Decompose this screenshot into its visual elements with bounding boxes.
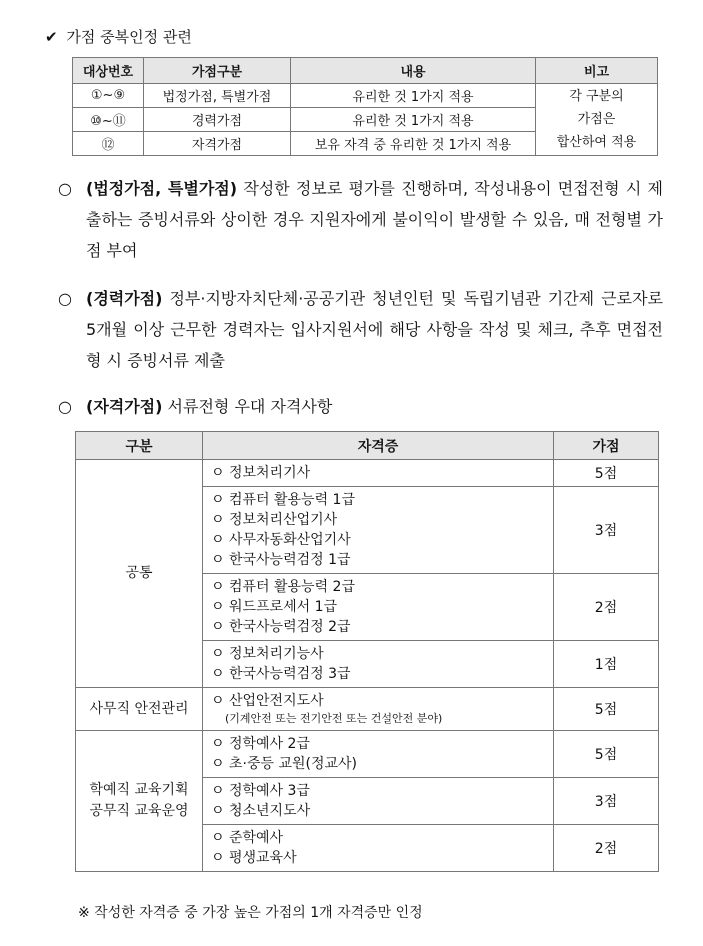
section-heading (45, 26, 192, 47)
t2-header-points: 가점 (554, 432, 659, 460)
t2-items-cell (203, 688, 554, 731)
list-item: ㅇ 정학예사 2급 (211, 736, 310, 752)
t1-cell-remark (536, 84, 658, 156)
t2-points-cell: 1점 (554, 641, 659, 688)
list-item: ㅇ 정학예사 3급 (211, 783, 310, 799)
t1-remark-line: 합산하여 적용 (556, 135, 637, 150)
table-row (76, 731, 659, 778)
t2-points-cell: 5점 (554, 731, 659, 778)
t2-points-cell: 2점 (554, 825, 659, 872)
list-item: ㅇ 정보처리산업기사 (211, 512, 338, 528)
list-item: ㅇ 한국사능력검정 1급 (211, 552, 351, 568)
t2-category-cell: 사무직 안전관리 (76, 688, 203, 731)
certificate-points-table (75, 431, 659, 872)
t1-cell-no: ⑫ (73, 132, 144, 156)
section-heading-text: 가점 중복인정 관련 (66, 28, 192, 46)
paragraph-legal-points (58, 173, 663, 266)
t2-points-cell: 3점 (554, 487, 659, 574)
list-item: ㅇ 워드프로세서 1급 (211, 599, 337, 615)
list-item: ㅇ 초·중등 교원(정교사) (211, 756, 357, 772)
t1-cell-content: 유리한 것 1가지 적용 (291, 84, 536, 108)
t2-points-cell: 5점 (554, 460, 659, 487)
list-item: ㅇ 정보처리기능사 (211, 646, 324, 662)
t1-cell-type: 경력가점 (144, 108, 291, 132)
t2-items-cell (203, 487, 554, 574)
t1-remark-line: 가점은 (577, 112, 616, 127)
t2-items-cell (203, 574, 554, 641)
list-item: ㅇ 컴퓨터 활용능력 2급 (211, 579, 355, 595)
table-row (76, 460, 659, 487)
t1-cell-type: 자격가점 (144, 132, 291, 156)
t2-items-cell (203, 778, 554, 825)
list-item: ㅇ 청소년지도사 (211, 803, 311, 819)
t1-cell-type: 법정가점, 특별가점 (144, 84, 291, 108)
list-item: ㅇ 한국사능력검정 3급 (211, 666, 351, 682)
t2-header-certificate: 자격증 (203, 432, 554, 460)
t2-points-cell: 3점 (554, 778, 659, 825)
list-item: ㅇ 한국사능력검정 2급 (211, 619, 351, 635)
t2-items-cell (203, 641, 554, 688)
table-row (73, 84, 658, 108)
list-item: ㅇ 정보처리기사 (211, 465, 311, 481)
t2-points-cell: 5점 (554, 688, 659, 731)
paragraph-certificate-points (58, 391, 663, 422)
category-line: 공무직 교육운영 (89, 803, 189, 819)
t1-cell-content: 유리한 것 1가지 적용 (291, 108, 536, 132)
list-item: ㅇ 컴퓨터 활용능력 1급 (211, 492, 355, 508)
t2-points-cell: 2점 (554, 574, 659, 641)
list-item: ㅇ 사무자동화산업기사 (211, 532, 351, 548)
bullet-circle-icon: ○ (58, 397, 72, 416)
paragraph-career-points (58, 283, 663, 376)
bullet-circle-icon: ○ (58, 289, 72, 308)
t1-cell-content: 보유 자격 중 유리한 것 1가지 적용 (291, 132, 536, 156)
duplicate-points-table (72, 57, 658, 156)
t2-items-cell (203, 825, 554, 872)
paragraph-body: 정부·지방자치단체·공공기관 청년인턴 및 독립기념관 기간제 근로자로 5개월 이상 근무한 경력자는 입사지원서에 해당 사항을 작성 및 체크, 추후 면접전형 시 증빙서류 제출 (86, 289, 663, 370)
t1-cell-no: ⑩~⑪ (73, 108, 144, 132)
list-item: ㅇ 준학예사 (211, 830, 284, 846)
t1-cell-no: ①~⑨ (73, 84, 144, 108)
paragraph-body: 서류전형 우대 자격사항 (162, 397, 333, 416)
category-line: 학예직 교육기획 (89, 782, 189, 798)
t1-header-no: 대상번호 (73, 58, 144, 84)
paragraph-title: (경력가점) (86, 289, 163, 308)
paragraph-body: 작성한 정보로 평가를 진행하며, 작성내용이 면접전형 시 제출하는 증빙서류와 상이한 경우 지원자에게 불이익이 발생할 수 있음, 매 전형별 가점 부여 (86, 179, 664, 260)
bullet-circle-icon: ○ (58, 179, 72, 198)
t1-header-content: 내용 (291, 58, 536, 84)
list-item: ㅇ 평생교육사 (211, 850, 297, 866)
t2-items-cell (203, 731, 554, 778)
list-item-note: (기계안전 또는 전기안전 또는 건설안전 분야) (225, 712, 443, 725)
t1-header-type: 가점구분 (144, 58, 291, 84)
t2-category-cell: 공통 (76, 460, 203, 688)
table-row (76, 688, 659, 731)
t2-header-category: 구분 (76, 432, 203, 460)
paragraph-title: (자격가점) (86, 397, 163, 416)
footnote: ※ 작성한 자격증 중 가장 높은 가점의 1개 자격증만 인정 (78, 905, 423, 921)
paragraph-title: (법정가점, 특별가점) (86, 179, 238, 198)
t2-category-cell (76, 731, 203, 872)
t1-remark-line: 각 구분의 (569, 89, 624, 104)
t1-header-remark: 비고 (536, 58, 658, 84)
t2-items-cell (203, 460, 554, 487)
list-item: ㅇ 산업안전지도사 (211, 693, 324, 709)
check-icon: ✔ (45, 28, 58, 46)
